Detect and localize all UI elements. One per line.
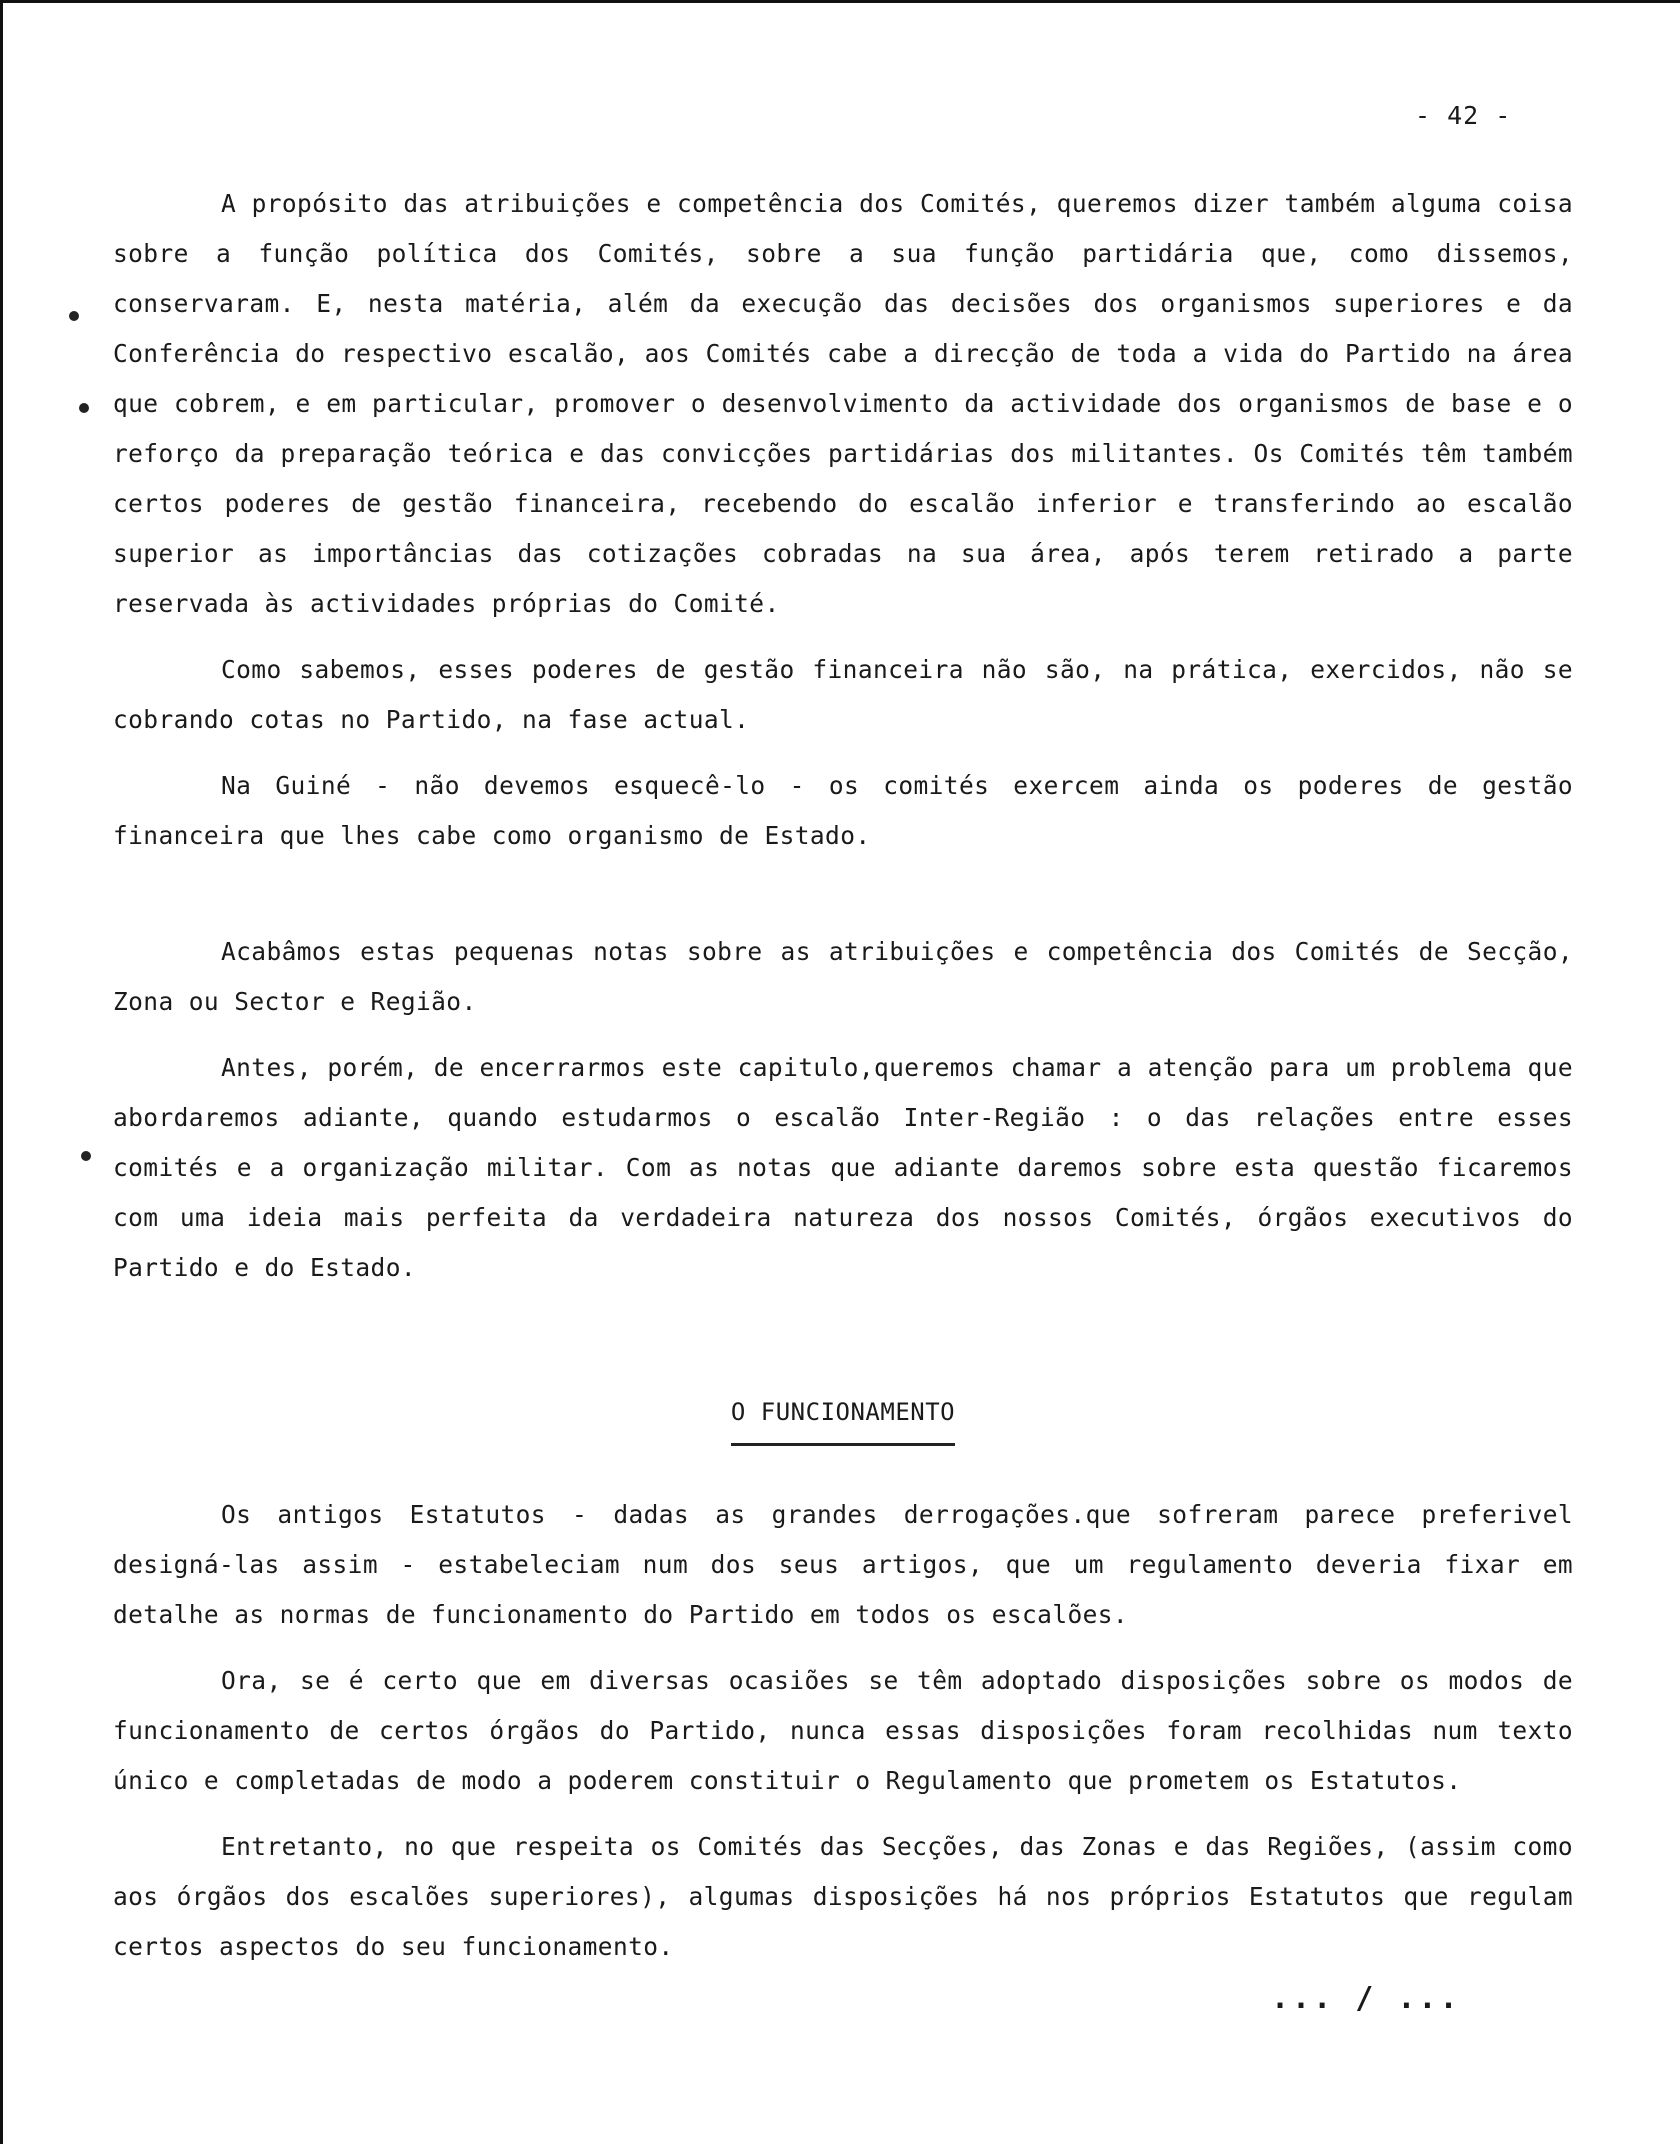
margin-mark bbox=[81, 1151, 91, 1161]
section-heading bbox=[113, 1387, 1573, 1446]
paragraph: A propósito das atribuições e competência dos Comités, queremos dizer também alguma coisa sobre a função política dos Comités, sobre a sua função partidária que, como dissemos, conservaram. E, nesta matéria, além da execução das decisões dos organismos superiores e da Conferência do respectivo escalão, aos Comités cabe a direcção de toda a vida do Partido na área que cobrem, e em particular, promover o desenvolvimento da actividade dos organismos de base e o reforço da preparação teórica e das convicções partidárias dos militantes. Os Comités têm também certos poderes de gestão financeira, recebendo do escalão inferior e transferindo ao escalão superior as importâncias das cotizações cobradas na sua área, após terem retirado a parte reservada às actividades próprias do Comité. bbox=[113, 189, 1573, 618]
paragraph: Ora, se é certo que em diversas ocasiões se têm adoptado disposições sobre os modos de funcionamento de certos órgãos do Partido, nunca essas disposições foram recolhidas num texto único e completadas de modo a poderem constituir o Regulamento que prometem os Estatutos. bbox=[113, 1666, 1573, 1795]
page-number: - 42 - bbox=[1415, 101, 1512, 130]
margin-mark bbox=[79, 403, 89, 413]
margin-mark bbox=[69, 311, 79, 321]
paragraph: Na Guiné - não devemos esquecê-lo - os comités exercem ainda os poderes de gestão financeira que lhes cabe como organismo de Estado. bbox=[113, 771, 1573, 850]
continuation-mark: ... / ... bbox=[1271, 1981, 1461, 2016]
section-heading-text: O FUNCIONAMENTO bbox=[731, 1387, 955, 1446]
paragraph: Os antigos Estatutos - dadas as grandes derrogações.que sofreram parece preferivel designá-las assim - estabeleciam num dos seus artigos, que um regulamento deveria fixar em detalhe as normas de funcionamento do Partido em todos os escalões. bbox=[113, 1500, 1573, 1629]
paragraph: Como sabemos, esses poderes de gestão financeira não são, na prática, exercidos, não se cobrando cotas no Partido, na fase actual. bbox=[113, 655, 1573, 734]
document-body bbox=[113, 179, 1573, 1972]
paragraph: Antes, porém, de encerrarmos este capitulo,queremos chamar a atenção para um problema que abordaremos adiante, quando estudarmos o escalão Inter-Região : o das relações entre esses comités e a organização militar. Com as notas que adiante daremos sobre esta questão ficaremos com uma ideia mais perfeita da verdadeira natureza dos nossos Comités, órgãos executivos do Partido e do Estado. bbox=[113, 1053, 1573, 1282]
paragraph: Entretanto, no que respeita os Comités das Secções, das Zonas e das Regiões, (assim como aos órgãos dos escalões superiores), algumas disposições há nos próprios Estatutos que regulam certos aspectos do seu funcionamento. bbox=[113, 1832, 1573, 1961]
paragraph: Acabâmos estas pequenas notas sobre as atribuições e competência dos Comités de Secção, Zona ou Sector e Região. bbox=[113, 937, 1573, 1016]
